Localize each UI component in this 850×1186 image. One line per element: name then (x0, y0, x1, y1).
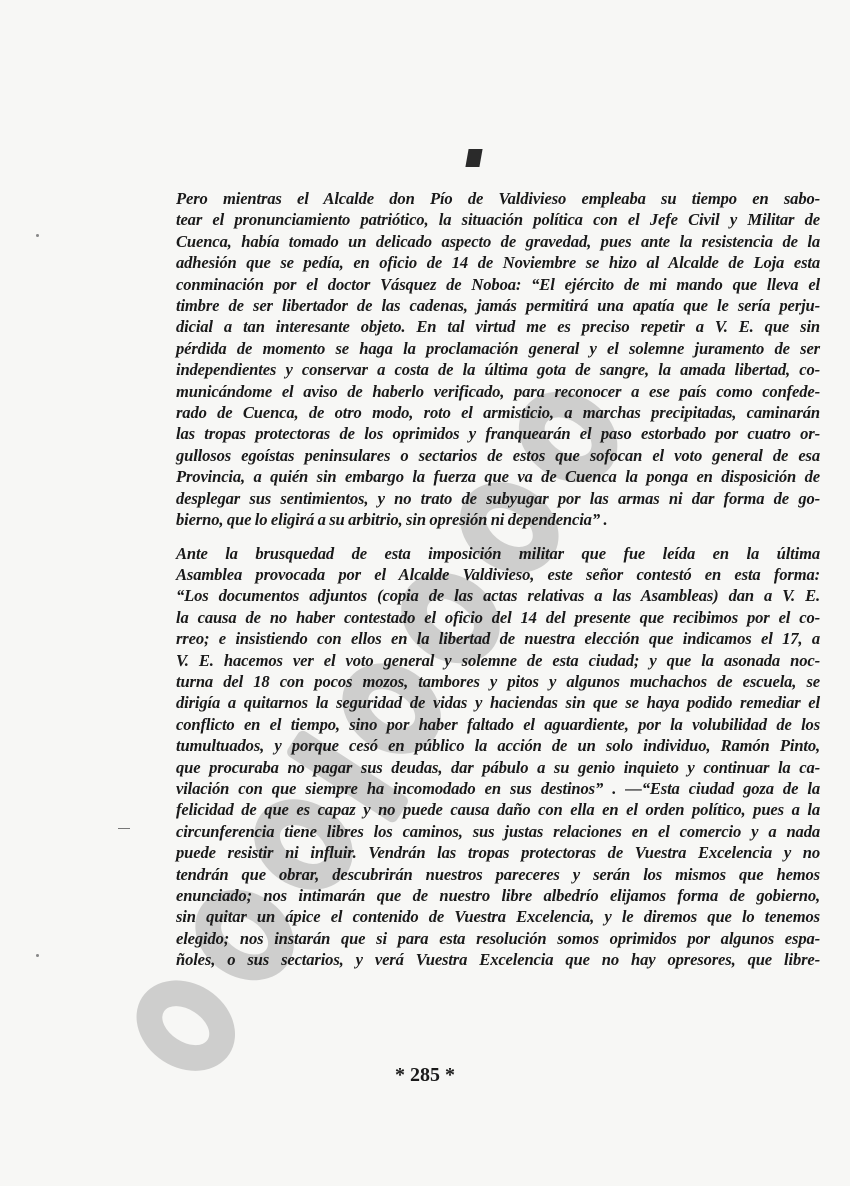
text-line: que procuraba no pagar sus deudas, dar pábulo a su genio inquieto y continuar la ca- (176, 757, 820, 777)
text-line: elegido; nos instarán que si para esta resolución somos oprimidos por algunos espa- (176, 928, 820, 948)
text-line: timbre de ser libertador de las cadenas, jamás permitirá una apatía que le sería perju- (176, 296, 820, 316)
text-line: municándome el aviso de haberlo verificado, para reconocer a ese país como confede- (176, 381, 820, 401)
text-line: adhesión que se pedía, en oficio de 14 de Noviembre se hizo al Alcalde de Loja esta (176, 253, 820, 273)
scan-speck (36, 234, 39, 237)
text-line: tumultuados, y porque cesó en público la acción de un solo individuo, Ramón Pinto, (176, 736, 820, 756)
text-line: gullosos egoístas peninsulares o sectarios de estos que sofocan el voto general de esa (176, 445, 820, 465)
text-line: pérdida de momento se haga la proclamación general y el solemne juramento de ser (176, 338, 820, 358)
section-mark (465, 149, 482, 167)
text-line: tendrán que obrar, descubrirán nuestros pareceres y serán los mismos que hemos (176, 864, 820, 884)
text-line: dicial a tan interesante objeto. En tal virtud me es preciso repetir a V. E. que sin (176, 317, 820, 337)
text-line: puede resistir ni influir. Vendrán las tropas protectoras de Vuestra Excelencia y no (176, 843, 820, 863)
text-line: conminación por el doctor Vásquez de Noboa: “El ejército de mi mando que lleva el (176, 274, 820, 294)
text-line: las tropas protectoras de los oprimidos y franquearán el paso estorbado por cuatro or- (176, 424, 820, 444)
text-line: Pero mientras el Alcalde don Pío de Valdivieso empleaba su tiempo en sabo- (176, 189, 820, 208)
text-line: la causa de no haber contestado el oficio del 14 del presente que recibimos por el co- (176, 607, 820, 627)
text-line: Provincia, a quién sin embargo la fuerza que va de Cuenca la ponga en disposición de (176, 467, 820, 487)
text-line: independientes y conservar a costa de la última gota de sangre, la amada libertad, co- (176, 360, 820, 380)
text-line: sin quitar un ápice el contenido de Vuestra Excelencia, y le diremos que lo tenemos (176, 907, 820, 927)
text-line: vilación con que siempre ha incomodado en sus destinos” . —“Esta ciudad goza de la (176, 778, 820, 798)
text-line: ñoles, o sus sectarios, y verá Vuestra Excelencia que no hay opresores, que libre- (176, 950, 820, 970)
text-line: “Los documentos adjuntos (copia de las actas relativas a las Asambleas) dan a V. E. (176, 586, 820, 606)
text-line: rado de Cuenca, de otro modo, roto el armisticio, a marchas precipitadas, caminarán (176, 403, 820, 423)
text-line: dirigía a quitarnos la seguridad de vidas y haciendas sin que se haya podido remediar el (176, 693, 820, 713)
text-line: bierno, que lo eligirá a su arbitrio, sin opresión ni dependencia” . (176, 510, 608, 530)
paragraph-1 (130, 188, 820, 531)
text-line: rreo; e insistiendo con ellos en la libertad de nuestra elección que indicamos el 17, a (176, 629, 820, 649)
text-line: V. E. hacemos ver el voto general y solemne de esta ciudad; y que la asonada noc- (176, 650, 820, 670)
text-line: Cuenca, había tomado un delicado aspecto de gravedad, pues ante la resistencia de la (176, 231, 820, 251)
text-line: circunferencia tiene libres los caminos, sus justas relaciones en el comercio y a nada (176, 821, 820, 841)
page-number: * 285 * (395, 1064, 455, 1086)
text-line: enunciado; nos intimarán que de nuestro libre albedrío elijamos forma de gobierno, (176, 886, 820, 905)
paragraph-2 (130, 543, 820, 971)
scan-speck (36, 954, 39, 957)
text-line: felicidad de que es capaz y no puede causa daño con ella en el orden político, pues a la (176, 800, 820, 820)
text-line: Asamblea provocada por el Alcalde Valdivieso, este señor contestó en esta forma: (176, 564, 820, 584)
body-text (130, 188, 820, 971)
text-line: tear el pronunciamiento patriótico, la situación política con el Jefe Civil y Militar de (176, 210, 820, 230)
scan-mark (118, 828, 130, 829)
text-line: turna del 18 con pocos mozos, tambores y pitos y algunos muchachos de escuela, se (176, 671, 820, 691)
text-line: conflicto en el tiempo, sino por haber faltado el aguardiente, por la volubilidad de los (176, 714, 820, 734)
text-line: Ante la brusquedad de esta imposición militar que fue leída en la última (176, 543, 820, 563)
text-line: desplegar sus sentimientos, y no trato de subyugar por las armas ni dar forma de go- (176, 488, 820, 508)
